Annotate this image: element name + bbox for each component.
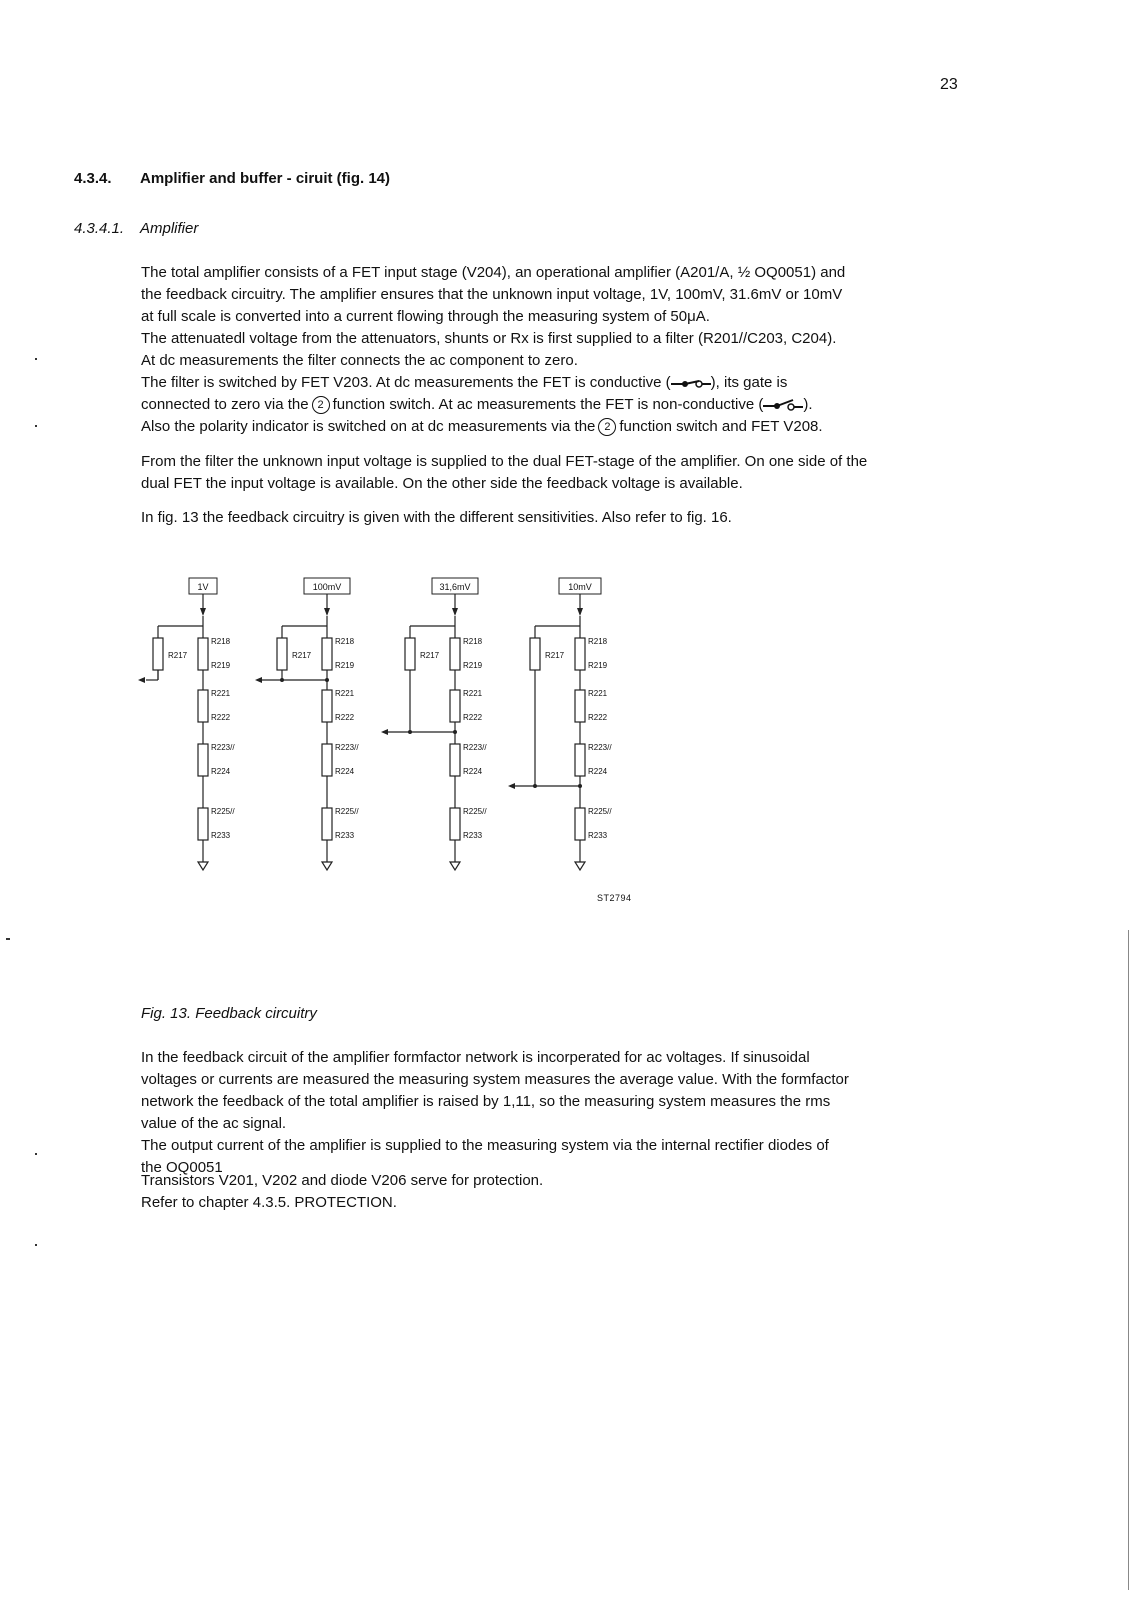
resistor-label: R219 <box>463 661 483 670</box>
section-heading <box>74 170 390 187</box>
text-line: dual FET the input voltage is available. On the other side the feedback voltage is available. <box>141 475 743 492</box>
resistor <box>575 638 585 670</box>
resistor-label: R225// <box>335 807 359 816</box>
resistor-label: R222 <box>211 713 231 722</box>
r217-label: R217 <box>292 651 312 660</box>
output-arrow <box>138 677 145 683</box>
resistor <box>450 744 460 776</box>
output-arrow <box>508 783 515 789</box>
text-line <box>141 372 976 394</box>
text-fragment: function switch and FET V208. <box>619 418 823 435</box>
resistor <box>575 744 585 776</box>
feedback-circuitry-diagram <box>130 570 650 890</box>
junction-dot <box>325 678 329 682</box>
output-arrow <box>255 677 262 683</box>
resistor <box>198 744 208 776</box>
ground-icon <box>322 862 332 870</box>
junction-dot <box>453 730 457 734</box>
text-line: At dc measurements the filter connects the ac component to zero. <box>141 352 578 369</box>
function-switch-2-icon: 2 <box>598 418 616 436</box>
text-fragment: Also the polarity indicator is switched on at dc measurements via the <box>141 418 596 435</box>
resistor-label: R219 <box>335 661 355 670</box>
text-line: In fig. 13 the feedback circuitry is given with the different sensitivities. Also refer to fig. 16. <box>141 509 732 526</box>
paragraph-formfactor <box>141 1047 976 1179</box>
resistor-label: R225// <box>588 807 612 816</box>
resistor <box>198 690 208 722</box>
scan-mark <box>35 1153 37 1155</box>
text-line: The total amplifier consists of a FET input stage (V204), an operational amplifier (A201/A, ½ OQ0051) and <box>141 264 846 281</box>
resistor <box>198 808 208 840</box>
ground-icon <box>198 862 208 870</box>
resistor-label: R223// <box>211 743 235 752</box>
resistor <box>450 808 460 840</box>
function-switch-2-icon: 2 <box>312 396 330 414</box>
text-line <box>141 416 976 438</box>
resistor <box>575 808 585 840</box>
resistor <box>322 638 332 670</box>
text-line: From the filter the unknown input voltage is supplied to the dual FET-stage of the amplifier. On one side of the <box>141 453 868 470</box>
resistor <box>450 638 460 670</box>
text-line: value of the ac signal. <box>141 1115 287 1132</box>
closed-switch-icon <box>671 377 711 389</box>
resistor <box>405 638 415 670</box>
resistor <box>575 690 585 722</box>
r217-label: R217 <box>420 651 440 660</box>
resistor-label: R219 <box>588 661 608 670</box>
scan-mark <box>35 1244 37 1246</box>
resistor <box>153 638 163 670</box>
resistor-label: R224 <box>335 767 355 776</box>
output-arrow <box>381 729 388 735</box>
resistor-label: R233 <box>211 831 231 840</box>
junction-dot <box>533 784 537 788</box>
input-arrow <box>200 608 206 616</box>
resistor <box>322 808 332 840</box>
text-line: The output current of the amplifier is supplied to the measuring system via the internal rectifier diodes of <box>141 1137 829 1154</box>
text-fragment: ), its gate is <box>710 374 788 391</box>
text-line: the OQ0051 <box>141 1159 223 1176</box>
junction-dot <box>578 784 582 788</box>
subsection-title: Amplifier <box>140 220 199 237</box>
text-fragment: The filter is switched by FET V203. At dc measurements the FET is conductive ( <box>141 374 671 391</box>
input-arrow <box>577 608 583 616</box>
resistor-label: R221 <box>335 689 355 698</box>
resistor-label: R218 <box>588 637 608 646</box>
text-line: voltages or currents are measured the measuring system measures the average value. With the formfactor <box>141 1071 849 1088</box>
paragraph-amplifier-description <box>141 262 976 438</box>
resistor-label: R224 <box>463 767 483 776</box>
resistor-label: R218 <box>335 637 355 646</box>
range-label: 1V <box>197 582 209 592</box>
text-fragment: function switch. At ac measurements the FET is non-conductive ( <box>332 396 764 413</box>
resistor-label: R223// <box>335 743 359 752</box>
text-line: In the feedback circuit of the amplifier formfactor network is incorperated for ac voltages. If sinusoidal <box>141 1049 810 1066</box>
text-fragment: ). <box>803 396 813 413</box>
section-title: Amplifier and buffer - ciruit (fig. 14) <box>140 170 391 187</box>
scan-mark <box>35 358 37 360</box>
figure-code: ST2794 <box>597 893 632 903</box>
subsection-heading <box>74 220 198 237</box>
range-label: 100mV <box>312 582 342 592</box>
resistor-label: R223// <box>463 743 487 752</box>
section-number: 4.3.4. <box>74 170 112 187</box>
junction-dot <box>408 730 412 734</box>
ground-icon <box>575 862 585 870</box>
range-label: 31,6mV <box>439 582 471 592</box>
resistor-label: R222 <box>335 713 355 722</box>
ground-icon <box>450 862 460 870</box>
text-line: network the feedback of the total amplifier is raised by 1,11, so the measuring system measures the rms <box>141 1093 831 1110</box>
text-line: Transistors V201, V202 and diode V206 serve for protection. <box>141 1172 544 1189</box>
range-label: 10mV <box>568 582 592 592</box>
resistor-label: R222 <box>588 713 608 722</box>
r217-label: R217 <box>545 651 565 660</box>
resistor-label: R225// <box>463 807 487 816</box>
resistor-label: R221 <box>588 689 608 698</box>
resistor-label: R233 <box>463 831 483 840</box>
resistor <box>530 638 540 670</box>
resistor <box>198 638 208 670</box>
scan-edge-line <box>1128 930 1129 1590</box>
scan-mark <box>35 425 37 427</box>
resistor-label: R233 <box>335 831 355 840</box>
r217-label: R217 <box>168 651 188 660</box>
scan-mark <box>6 938 10 940</box>
text-line: The attenuatedl voltage from the attenuators, shunts or Rx is first supplied to a filter (R201//C203, C204). <box>141 330 837 347</box>
resistor <box>322 690 332 722</box>
resistor <box>450 690 460 722</box>
resistor-label: R222 <box>463 713 483 722</box>
open-switch-icon <box>763 399 803 411</box>
resistor-label: R218 <box>211 637 231 646</box>
input-arrow <box>324 608 330 616</box>
resistor-label: R233 <box>588 831 608 840</box>
resistor-label: R218 <box>463 637 483 646</box>
resistor-label: R219 <box>211 661 231 670</box>
page-number: 23 <box>940 76 958 93</box>
resistor-label: R221 <box>211 689 231 698</box>
junction-dot <box>280 678 284 682</box>
resistor-label: R224 <box>211 767 231 776</box>
figure-caption: Fig. 13. Feedback circuitry <box>141 1005 317 1022</box>
resistor-label: R223// <box>588 743 612 752</box>
input-arrow <box>452 608 458 616</box>
text-line: the feedback circuitry. The amplifier ensures that the unknown input voltage, 1V, 100mV, 31.6mV or 10mV <box>141 286 843 303</box>
paragraph-filter <box>141 451 976 495</box>
resistor-label: R224 <box>588 767 608 776</box>
resistor-label: R225// <box>211 807 235 816</box>
paragraph-protection <box>141 1170 976 1214</box>
subsection-number: 4.3.4.1. <box>74 220 125 237</box>
text-line: Refer to chapter 4.3.5. PROTECTION. <box>141 1194 397 1211</box>
resistor-label: R221 <box>463 689 483 698</box>
text-fragment: connected to zero via the <box>141 396 309 413</box>
text-line <box>141 394 976 416</box>
resistor <box>277 638 287 670</box>
resistor <box>322 744 332 776</box>
paragraph-figure-reference <box>141 507 976 529</box>
text-line: at full scale is converted into a current flowing through the measuring system of 50μA. <box>141 308 710 325</box>
